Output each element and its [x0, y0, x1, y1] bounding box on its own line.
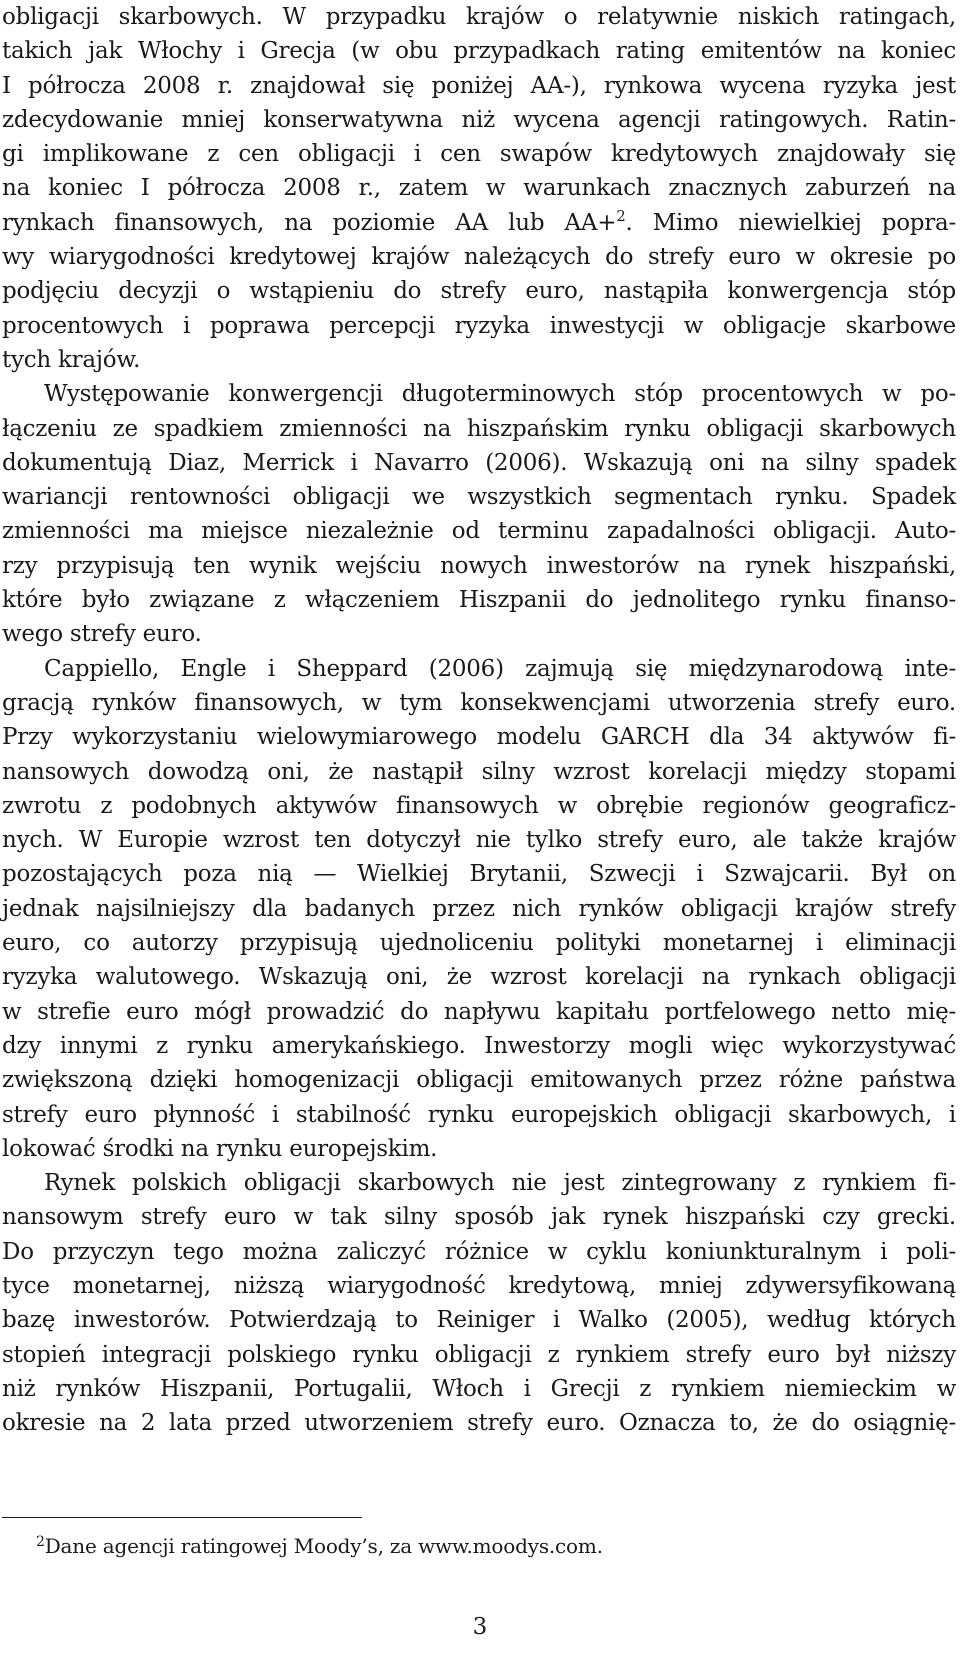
text-line — [2, 309, 956, 343]
page-number: 3 — [472, 1614, 488, 1640]
text-line — [2, 1200, 956, 1234]
line-text: Do przyczyn tego można zaliczyć różnice w cyklu koniunkturalnym i poli- — [2, 1238, 956, 1265]
line-text: dzy innymi z rynku amerykańskiego. Inwestorzy mogli więc wykorzystywać — [2, 1032, 956, 1059]
line-text: zwiększoną dzięki homogenizacji obligacji emitowanych przez różne państwa — [2, 1067, 956, 1094]
text-line — [2, 69, 956, 103]
line-text: wy wiarygodności kredytowej krajów należących do strefy euro w okresie po — [2, 244, 956, 271]
line-text: zwrotu z podobnych aktywów finansowych w obrębie regionów geograficz- — [2, 792, 956, 819]
line-text: Przy wykorzystaniu wielowymiarowego modelu GARCH dla 34 aktywów fi- — [2, 724, 956, 751]
text-line — [2, 0, 956, 34]
line-text: strefy euro płynność i stabilność rynku europejskich obligacji skarbowych, i — [2, 1101, 956, 1128]
text-line — [2, 823, 956, 857]
line-text: nansowym strefy euro w tak silny sposób jak rynek hiszpański czy grecki. — [2, 1204, 956, 1231]
footnote-text: Dane agencji ratingowej Moody’s, za www.moodys.com. — [44, 1534, 603, 1558]
text-line — [2, 960, 956, 994]
text-line — [2, 377, 956, 411]
footnote-reference: 2 — [616, 206, 626, 225]
line-text: Cappiello, Engle i Sheppard (2006) zajmują się międzynarodową inte- — [44, 655, 956, 682]
line-text: euro, co autorzy przypisują ujednoliceniu polityki monetarnej i eliminacji — [2, 930, 956, 957]
line-text: stopień integracji polskiego rynku obligacji z rynkiem strefy euro był niższy — [2, 1341, 956, 1368]
text-line — [2, 652, 956, 686]
paragraph — [2, 0, 956, 377]
text-line — [2, 171, 956, 205]
footnote-marker: 2 — [36, 1534, 45, 1550]
text-line — [2, 274, 956, 308]
line-text: zdecydowanie mniej konserwatywna niż wycena agencji ratingowych. Ratin- — [2, 106, 956, 133]
text-line — [2, 103, 956, 137]
footnote — [36, 1533, 603, 1559]
line-text: rynkach finansowych, na poziomie AA lub AA+ — [2, 209, 617, 236]
paragraph — [2, 1166, 956, 1440]
line-text: gracją rynków finansowych, w tym konsekwencjami utworzenia strefy euro. — [2, 689, 956, 716]
text-line — [2, 34, 956, 68]
text-line — [2, 412, 956, 446]
line-text: wariancji rentowności obligacji we wszystkich segmentach rynku. Spadek — [2, 484, 956, 511]
line-text: nansowych dowodzą oni, że nastąpił silny wzrost korelacji między stopami — [2, 758, 956, 785]
line-text: nych. W Europie wzrost ten dotyczył nie tylko strefy euro, ale także krajów — [2, 827, 956, 854]
line-text: takich jak Włochy i Grecja (w obu przypadkach rating emitentów na koniec — [2, 38, 956, 65]
line-text: ryzyka walutowego. Wskazują oni, że wzrost korelacji na rynkach obligacji — [2, 964, 956, 991]
text-line — [2, 1098, 956, 1132]
line-text: Występowanie konwergencji długoterminowych stóp procentowych w po- — [44, 381, 956, 408]
line-text: podjęciu decyzji o wstąpieniu do strefy euro, nastąpiła konwergencja stóp — [2, 278, 956, 305]
text-line — [2, 446, 956, 480]
line-text: gi implikowane z cen obligacji i cen swapów kredytowych znajdowały się — [2, 141, 956, 168]
text-line — [2, 1269, 956, 1303]
line-text: wego strefy euro. — [2, 621, 202, 648]
text-line — [2, 857, 956, 891]
text-line — [2, 926, 956, 960]
text-line — [2, 480, 956, 514]
line-text: zmienności ma miejsce niezależnie od terminu zapadalności obligacji. Auto- — [2, 518, 956, 545]
text-line — [2, 995, 956, 1029]
text-line — [2, 240, 956, 274]
text-line — [2, 1372, 956, 1406]
text-line — [2, 1029, 956, 1063]
text-line — [2, 789, 956, 823]
line-text: tyce monetarnej, niższą wiarygodność kredytową, mniej zdywersyfikowaną — [2, 1272, 956, 1299]
line-text: rzy przypisują ten wynik wejściu nowych inwestorów na rynek hiszpański, — [2, 552, 956, 579]
text-line — [2, 755, 956, 789]
text-line — [2, 720, 956, 754]
line-text: procentowych i poprawa percepcji ryzyka inwestycji w obligacje skarbowe — [2, 312, 956, 339]
text-line — [2, 206, 956, 240]
text-line — [2, 686, 956, 720]
footnote-rule — [2, 1517, 362, 1518]
line-text: pozostających poza nią — Wielkiej Brytanii, Szwecji i Szwajcarii. Był on — [2, 861, 956, 888]
text-line — [2, 137, 956, 171]
text-line — [2, 1303, 956, 1337]
line-text: okresie na 2 lata przed utworzeniem strefy euro. Oznacza to, że do osiągnię- — [2, 1410, 956, 1437]
line-text: tych krajów. — [2, 346, 141, 373]
line-text: które było związane z włączeniem Hiszpanii do jednolitego rynku finanso- — [2, 587, 956, 614]
paragraph — [2, 377, 956, 651]
body-text — [2, 0, 956, 1440]
text-line — [2, 892, 956, 926]
text-line — [2, 1338, 956, 1372]
text-line — [2, 1166, 956, 1200]
line-text: obligacji skarbowych. W przypadku krajów o relatywnie niskich ratingach, — [2, 4, 956, 30]
line-text: lokować środki na rynku europejskim. — [2, 1135, 438, 1162]
text-line — [2, 1063, 956, 1097]
line-text: bazę inwestorów. Potwierdzają to Reiniger i Walko (2005), według których — [2, 1307, 956, 1334]
line-text: I półrocza 2008 r. znajdował się poniżej AA-), rynkowa wycena ryzyka jest — [2, 72, 956, 99]
text-line — [2, 617, 956, 651]
text-line — [2, 514, 956, 548]
text-line — [2, 1235, 956, 1269]
text-line — [2, 583, 956, 617]
text-line — [2, 549, 956, 583]
line-text: w strefie euro mógł prowadzić do napływu kapitału portfelowego netto mię- — [2, 998, 956, 1025]
text-line — [2, 1406, 956, 1440]
line-text: niż rynków Hiszpanii, Portugalii, Włoch i Grecji z rynkiem niemieckim w — [2, 1375, 956, 1402]
line-text: dokumentują Diaz, Merrick i Navarro (2006). Wskazują oni na silny spadek — [2, 449, 956, 476]
line-text: na koniec I półrocza 2008 r., zatem w warunkach znacznych zaburzeń na — [2, 175, 956, 202]
line-text: jednak najsilniejszy dla badanych przez nich rynków obligacji krajów strefy — [2, 895, 956, 922]
text-line — [2, 1132, 956, 1166]
line-text: Rynek polskich obligacji skarbowych nie jest zintegrowany z rynkiem fi- — [44, 1170, 956, 1197]
text-line — [2, 343, 956, 377]
line-text-continued: . Mimo niewielkiej popra- — [625, 209, 956, 236]
line-text: łączeniu ze spadkiem zmienności na hiszpańskim rynku obligacji skarbowych — [2, 415, 956, 442]
paragraph — [2, 652, 956, 1166]
